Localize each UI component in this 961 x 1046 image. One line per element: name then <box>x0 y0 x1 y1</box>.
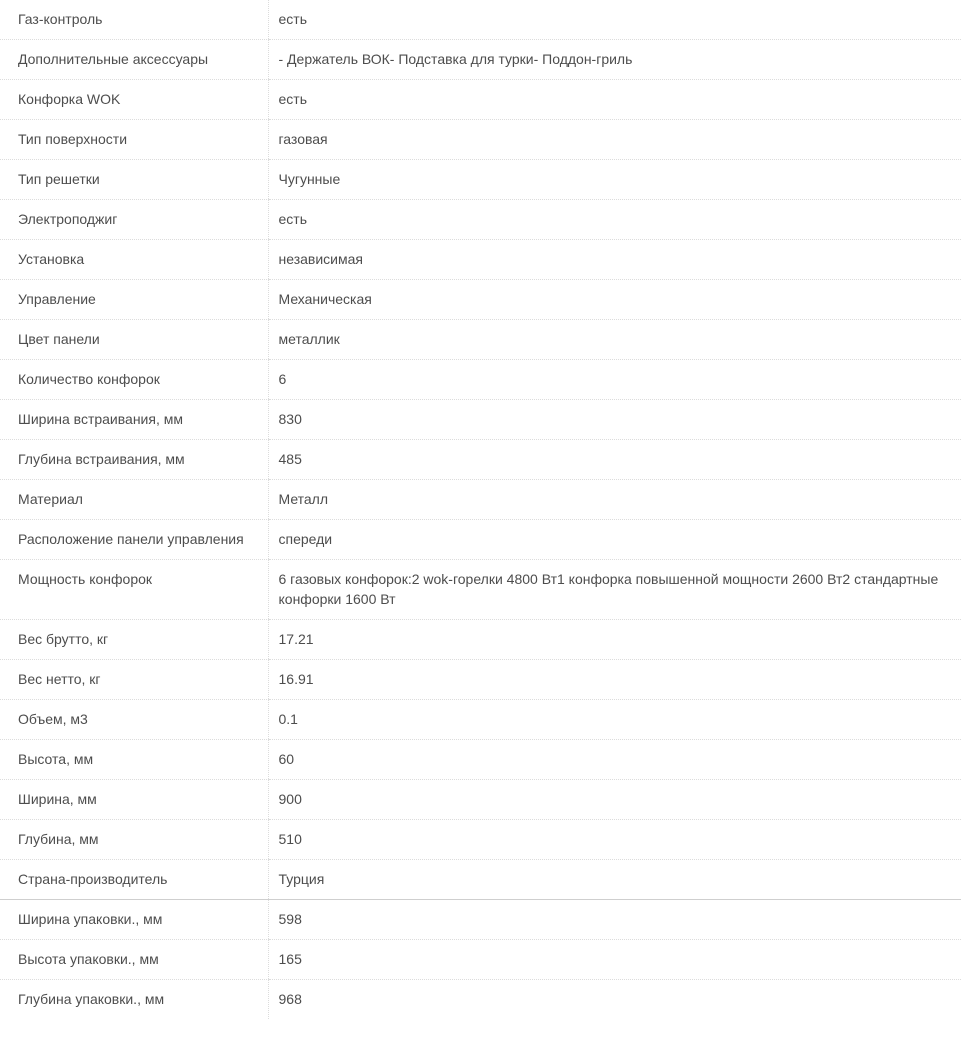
spec-label: Дополнительные аксессуары <box>0 40 268 80</box>
spec-row <box>0 780 961 820</box>
spec-row <box>0 160 961 200</box>
spec-value: 598 <box>268 900 961 940</box>
spec-label: Цвет панели <box>0 320 268 360</box>
spec-value: есть <box>268 80 961 120</box>
spec-row <box>0 940 961 980</box>
spec-label: Глубина встраивания, мм <box>0 440 268 480</box>
spec-label: Управление <box>0 280 268 320</box>
spec-label: Ширина, мм <box>0 780 268 820</box>
spec-value: 510 <box>268 820 961 860</box>
spec-row <box>0 700 961 740</box>
spec-value: металлик <box>268 320 961 360</box>
spec-label: Количество конфорок <box>0 360 268 400</box>
spec-row <box>0 520 961 560</box>
spec-label: Тип решетки <box>0 160 268 200</box>
spec-label: Объем, м3 <box>0 700 268 740</box>
spec-label: Материал <box>0 480 268 520</box>
spec-label: Вес брутто, кг <box>0 620 268 660</box>
spec-value: есть <box>268 200 961 240</box>
spec-label: Электроподжиг <box>0 200 268 240</box>
spec-row <box>0 820 961 860</box>
spec-value: газовая <box>268 120 961 160</box>
spec-row <box>0 280 961 320</box>
spec-value: 17.21 <box>268 620 961 660</box>
spec-row <box>0 200 961 240</box>
spec-row <box>0 320 961 360</box>
spec-row <box>0 120 961 160</box>
spec-value: спереди <box>268 520 961 560</box>
spec-row <box>0 80 961 120</box>
spec-label: Вес нетто, кг <box>0 660 268 700</box>
spec-value: Турция <box>268 860 961 900</box>
spec-label: Высота, мм <box>0 740 268 780</box>
spec-value: 16.91 <box>268 660 961 700</box>
spec-value: 60 <box>268 740 961 780</box>
spec-label: Высота упаковки., мм <box>0 940 268 980</box>
spec-row <box>0 40 961 80</box>
spec-value: Металл <box>268 480 961 520</box>
spec-row <box>0 860 961 900</box>
spec-value: 0.1 <box>268 700 961 740</box>
spec-row <box>0 900 961 940</box>
spec-label: Страна-производитель <box>0 860 268 900</box>
spec-row <box>0 0 961 40</box>
spec-row <box>0 400 961 440</box>
spec-label: Глубина упаковки., мм <box>18 991 165 1007</box>
spec-label: Ширина встраивания, мм <box>0 400 268 440</box>
spec-value: 968 <box>268 980 961 1020</box>
spec-value: 830 <box>268 400 961 440</box>
spec-row <box>0 620 961 660</box>
spec-label: Тип поверхности <box>0 120 268 160</box>
spec-value: Механическая <box>268 280 961 320</box>
spec-value: есть <box>268 0 961 40</box>
spec-value: - Держатель ВОК- Подставка для турки- Поддон-гриль <box>268 40 961 80</box>
spec-value: Чугунные <box>268 160 961 200</box>
spec-value: 6 <box>268 360 961 400</box>
spec-label: Ширина упаковки., мм <box>0 900 268 940</box>
spec-value: 165 <box>268 940 961 980</box>
spec-value: 6 газовых конфорок:2 wok-горелки 4800 Вт1 конфорка повышенной мощности 2600 Вт2 стандартные конфорки 1600 Вт <box>268 560 961 620</box>
spec-value: независимая <box>268 240 961 280</box>
spec-label: Расположение панели управления <box>0 520 268 560</box>
spec-label: Газ-контроль <box>0 0 268 40</box>
spec-label: Глубина, мм <box>0 820 268 860</box>
spec-value: 485 <box>268 440 961 480</box>
spec-label: Установка <box>0 240 268 280</box>
spec-row <box>0 480 961 520</box>
spec-value: 900 <box>268 780 961 820</box>
spec-row <box>0 980 961 1020</box>
spec-label: Конфорка WOK <box>0 80 268 120</box>
spec-row <box>0 360 961 400</box>
spec-row <box>0 660 961 700</box>
spec-row <box>0 440 961 480</box>
spec-row <box>0 740 961 780</box>
spec-label: Мощность конфорок <box>0 560 268 620</box>
spec-row <box>0 560 961 620</box>
spec-row <box>0 240 961 280</box>
